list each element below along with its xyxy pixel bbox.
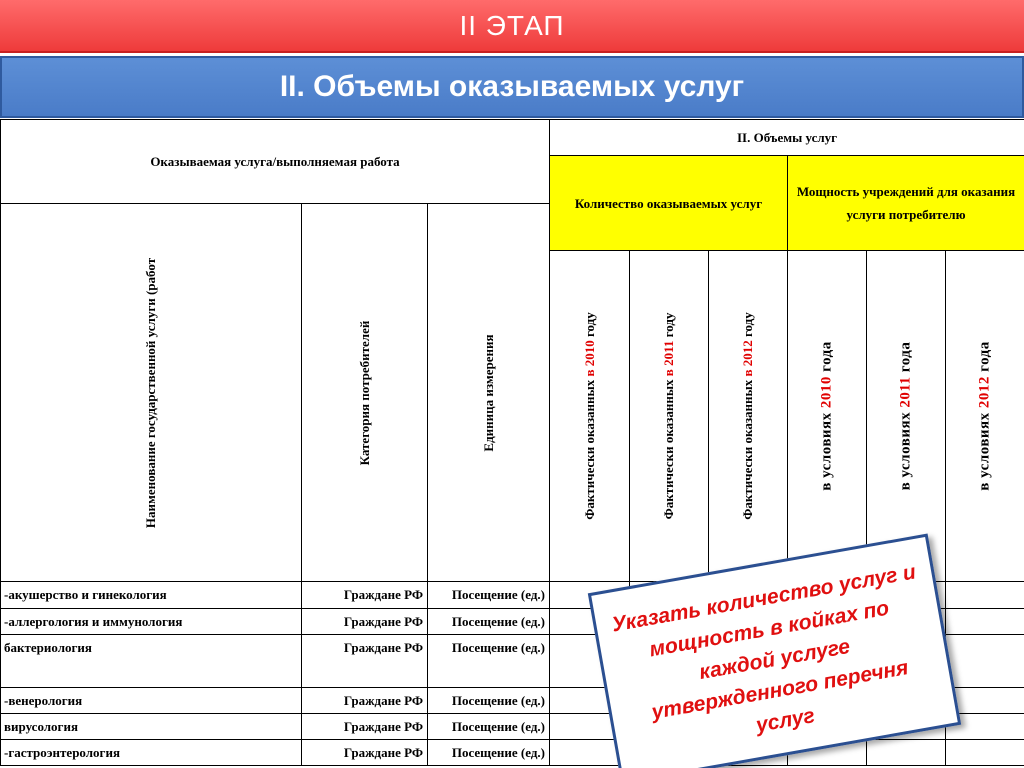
value-cell[interactable] [946,582,1024,609]
quantity-header: Количество оказываемых услуг [550,156,788,251]
unit-cell: Посещение (ед.) [428,688,550,714]
category-cell: Граждане РФ [302,688,428,714]
service-header: Оказываемая услуга/выполняемая работа [1,120,550,204]
value-cell[interactable] [946,609,1024,635]
category-cell: Граждане РФ [302,740,428,766]
column-header-service-name [1,204,302,582]
service-name-cell: -акушерство и гинекология [1,582,302,609]
unit-cell: Посещение (ед.) [428,582,550,609]
column-header-unit-text: Единица измерения [480,333,496,452]
instruction-note-text: Указать количество услуг и мощность в койках по каждой услуге утвержденного перечня услуг [610,559,918,737]
unit-cell: Посещение (ед.) [428,714,550,740]
value-cell[interactable] [946,635,1024,688]
column-header-capacity-2011 [867,251,946,582]
category-cell: Граждане РФ [302,609,428,635]
service-name-cell: -аллергология и иммунология [1,609,302,635]
service-name-cell: -венерология [1,688,302,714]
stage-banner: II ЭТАП [0,0,1024,53]
column-header-actual-2011 [630,251,709,582]
column-header-capacity-2012 [946,251,1024,582]
column-header-actual-2012 [709,251,788,582]
column-header-unit [428,204,550,582]
page-title: II. Объемы оказываемых услуг [0,56,1024,118]
category-cell: Граждане РФ [302,582,428,609]
column-header-category-text: Категория потребителей [356,320,372,465]
capacity-2011-label: в условиях 2011 года [897,341,914,491]
column-header-actual-2010 [550,251,630,582]
column-header-service-name-text: Наименование государственной услуги (работ [143,257,158,528]
unit-cell: Посещение (ед.) [428,609,550,635]
unit-cell: Посещение (ед.) [428,635,550,688]
column-header-category [302,204,428,582]
capacity-2010-label: в условиях 2010 года [818,341,835,491]
table-row [1,740,1024,766]
value-cell[interactable] [946,740,1024,766]
actual-2012-label: Фактически оказанных в 2012 году [740,312,755,520]
service-name-cell: бактериология [1,635,302,688]
volumes-header: II. Объемы услуг [550,120,1024,156]
service-name-cell: вирусология [1,714,302,740]
capacity-2012-label: в условиях 2012 года [976,341,993,491]
value-cell[interactable] [867,740,946,766]
service-name-cell: -гастроэнтерология [1,740,302,766]
actual-2011-label: Фактически оказанных в 2011 году [661,312,676,520]
column-header-capacity-2010 [788,251,867,582]
category-cell: Граждане РФ [302,714,428,740]
actual-2010-label: Фактически оказанных в 2010 году [581,312,597,520]
capacity-header: Мощность учреждений для оказания услуги потребителю [788,156,1024,251]
unit-cell: Посещение (ед.) [428,740,550,766]
category-cell: Граждане РФ [302,635,428,688]
